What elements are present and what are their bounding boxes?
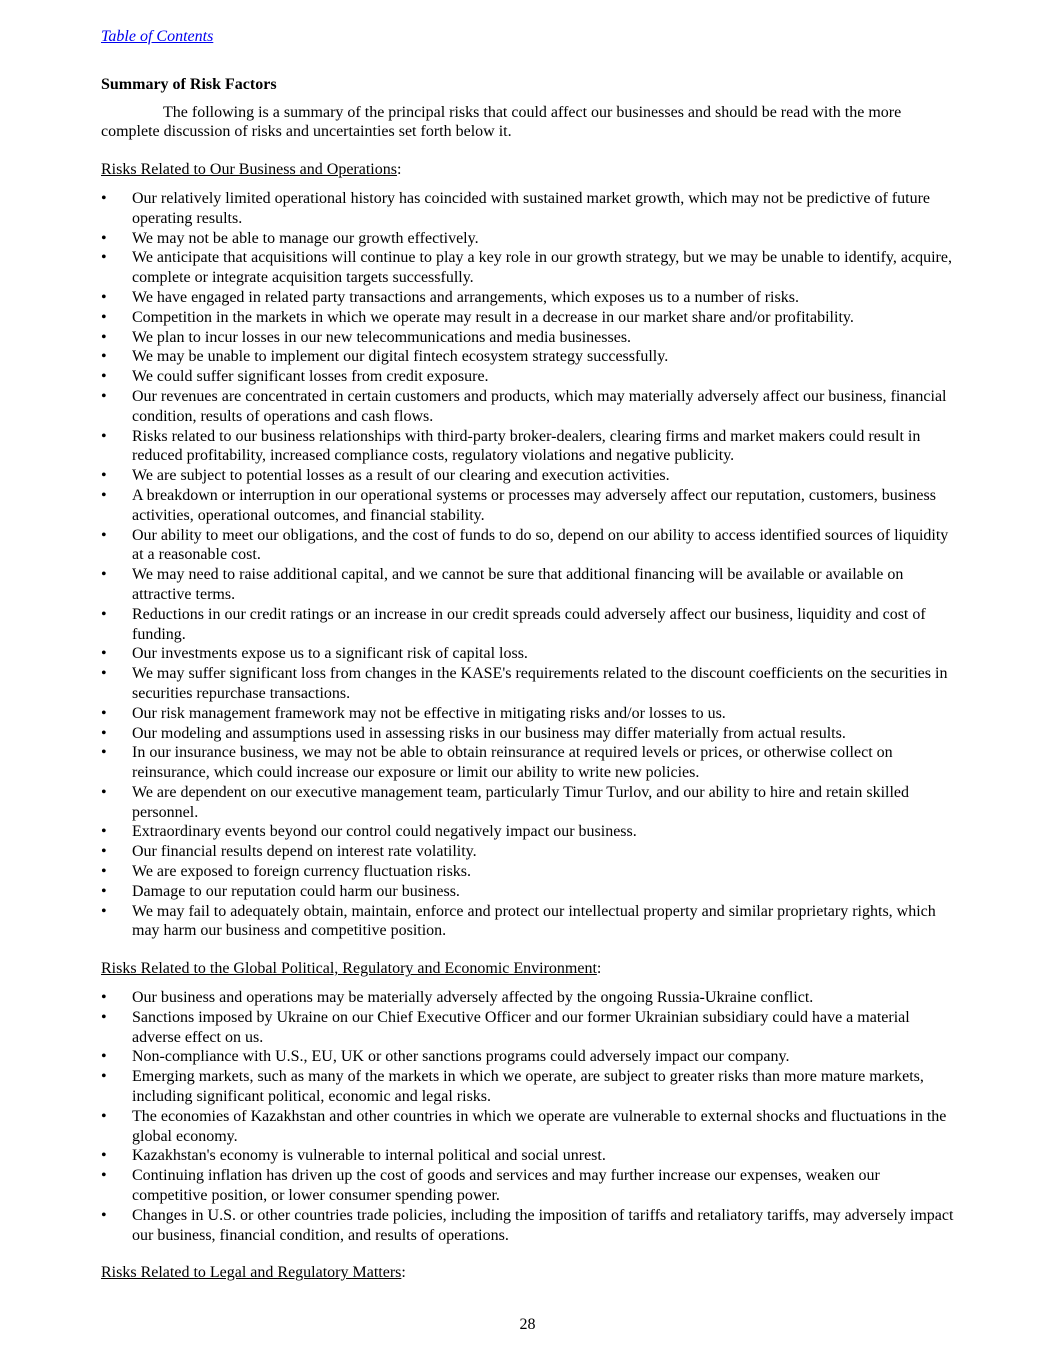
- section-heading-text: Risks Related to the Global Political, Regulatory and Economic Environment: [101, 960, 597, 978]
- risk-list-item: [101, 288, 956, 308]
- bullet-icon: •: [101, 1107, 107, 1125]
- risk-list-item: [101, 367, 956, 387]
- risk-text: We may be unable to implement our digital fintech ecosystem strategy successfully.: [132, 348, 669, 366]
- section-heading-text: Risks Related to Legal and Regulatory Matters: [101, 1264, 402, 1282]
- bullet-icon: •: [101, 989, 107, 1007]
- bullet-icon: •: [101, 1068, 107, 1086]
- bullet-icon: •: [101, 645, 107, 663]
- bullet-icon: •: [101, 1008, 107, 1026]
- risk-list-item: [101, 427, 956, 467]
- bullet-icon: •: [101, 189, 107, 207]
- section-heading: [101, 160, 956, 180]
- risk-list-item: [101, 1067, 956, 1107]
- risk-list-item: [101, 1146, 956, 1166]
- document-page: [101, 27, 956, 1283]
- risk-list-item: [101, 1166, 956, 1206]
- section-heading-colon: :: [596, 960, 602, 978]
- risk-list-item: [101, 743, 956, 783]
- bullet-icon: •: [101, 229, 107, 247]
- bullet-icon: •: [101, 288, 107, 306]
- bullet-icon: •: [101, 665, 107, 683]
- risk-list-item: [101, 347, 956, 367]
- risk-text: Non-compliance with U.S., EU, UK or other sanctions programs could adversely impact our company.: [132, 1048, 790, 1066]
- bullet-icon: •: [101, 882, 107, 900]
- section-heading: [101, 959, 956, 979]
- risk-list-item: [101, 1206, 956, 1246]
- bullet-icon: •: [101, 467, 107, 485]
- bullet-icon: •: [101, 526, 107, 544]
- intro-paragraph: The following is a summary of the principal risks that could affect our businesses and should be read with the more complete discussion of risks and uncertainties set forth below it.: [101, 103, 902, 141]
- risk-text: The economies of Kazakhstan and other countries in which we operate are vulnerable to external shocks and fluctuations in the global economy.: [132, 1107, 947, 1145]
- bullet-icon: •: [101, 902, 107, 920]
- risk-text: We are dependent on our executive management team, particularly Timur Turlov, and our ability to hire and retain skilled personnel.: [132, 783, 910, 821]
- risk-list-item: [101, 565, 956, 605]
- risk-text: Our ability to meet our obligations, and the cost of funds to do so, depend on our ability to access identified sources of liquidity at a reasonable cost.: [132, 526, 949, 564]
- table-of-contents-link[interactable]: Table of Contents: [101, 28, 214, 45]
- risk-text: Our financial results depend on interest rate volatility.: [132, 843, 477, 861]
- risk-list-item: [101, 822, 956, 842]
- bullet-icon: •: [101, 1206, 107, 1224]
- risk-text: We are subject to potential losses as a result of our clearing and execution activities.: [132, 467, 670, 485]
- risk-list-item: [101, 1008, 956, 1048]
- bullet-icon: •: [101, 724, 107, 742]
- bullet-icon: •: [101, 783, 107, 801]
- risk-text: Our modeling and assumptions used in assessing risks in our business may differ materially from actual results.: [132, 724, 846, 742]
- risk-list-item: [101, 229, 956, 249]
- risk-text: In our insurance business, we may not be able to obtain reinsurance at required levels or prices, or otherwise collect on reinsurance, which could increase our exposure or limit our ability to write new policies.: [132, 744, 893, 782]
- bullet-icon: •: [101, 427, 107, 445]
- risk-list-item: [101, 1107, 956, 1147]
- section-heading-colon: :: [401, 1264, 406, 1282]
- risk-list-item: [101, 783, 956, 823]
- risk-list-item: [101, 308, 956, 328]
- risk-text: We plan to incur losses in our new telecommunications and media businesses.: [132, 328, 632, 346]
- section-heading-colon: :: [396, 161, 402, 179]
- risk-text: We may fail to adequately obtain, maintain, enforce and protect our intellectual property and similar proprietary rights, which may harm our business and competitive position.: [132, 902, 936, 940]
- risk-text: Our revenues are concentrated in certain customers and products, which may materially adversely affect our business, financial condition, results of operations and cash flows.: [132, 387, 947, 425]
- risk-text: Competition in the markets in which we operate may result in a decrease in our market share and/or profitability.: [132, 308, 854, 326]
- bullet-icon: •: [101, 843, 107, 861]
- bullet-icon: •: [101, 249, 107, 267]
- bullet-icon: •: [101, 486, 107, 504]
- risk-text: We may not be able to manage our growth effectively.: [132, 229, 479, 247]
- bullet-icon: •: [101, 605, 107, 623]
- section-heading-text: Risks Related to Our Business and Operations: [101, 161, 397, 179]
- risk-list-item: [101, 664, 956, 704]
- bullet-icon: •: [101, 328, 107, 346]
- risk-text: Our investments expose us to a significant risk of capital loss.: [132, 645, 528, 663]
- risk-text: Kazakhstan's economy is vulnerable to internal political and social unrest.: [132, 1147, 606, 1165]
- risk-list-item: [101, 704, 956, 724]
- risk-text: We may suffer significant loss from changes in the KASE's requirements related to the discount coefficients on the securities in securities repurchase transactions.: [132, 665, 948, 702]
- risk-list-item: [101, 988, 956, 1008]
- bullet-icon: •: [101, 368, 107, 386]
- bullet-icon: •: [101, 308, 107, 326]
- risk-text: Extraordinary events beyond our control could negatively impact our business.: [132, 823, 637, 841]
- risk-text: We are exposed to foreign currency fluctuation risks.: [132, 863, 472, 881]
- risk-list-item: [101, 862, 956, 882]
- risk-text: A breakdown or interruption in our operational systems or processes may adversely affect our reputation, customers, business activities, operational outcomes, and financial stability.: [132, 486, 936, 524]
- bullet-icon: •: [101, 744, 107, 762]
- risk-list: [101, 189, 956, 941]
- risk-text: Continuing inflation has driven up the cost of goods and services and may further increase our expenses, weaken our competitive position, or lower consumer spending power.: [132, 1167, 880, 1205]
- risk-text: Our business and operations may be materially adversely affected by the ongoing Russia-Ukraine conflict.: [132, 989, 814, 1007]
- risk-list-item: [101, 248, 956, 288]
- risk-text: We could suffer significant losses from credit exposure.: [132, 368, 489, 386]
- risk-text: Our risk management framework may not be effective in mitigating risks and/or losses to us.: [132, 704, 726, 722]
- risk-list-item: [101, 526, 956, 566]
- page-number: 28: [519, 1316, 536, 1333]
- risk-text: We anticipate that acquisitions will continue to play a key role in our growth strategy, but we may be unable to identify, acquire, complete or integrate acquisition targets successfully.: [132, 249, 952, 287]
- page-title: Summary of Risk Factors: [101, 75, 277, 93]
- risk-sections: [101, 160, 956, 1283]
- risk-list-item: [101, 842, 956, 862]
- risk-list-item: [101, 882, 956, 902]
- section-heading: [101, 1263, 956, 1283]
- risk-text: Our relatively limited operational history has coincided with sustained market growth, which may not be predictive of future operating results.: [132, 189, 930, 227]
- bullet-icon: •: [101, 704, 107, 722]
- risk-text: We have engaged in related party transactions and arrangements, which exposes us to a number of risks.: [132, 288, 799, 306]
- risk-list-item: [101, 605, 956, 645]
- risk-text: We may need to raise additional capital, and we cannot be sure that additional financing will be available or available on attractive terms.: [132, 566, 904, 603]
- risk-list-item: [101, 724, 956, 744]
- risk-list-item: [101, 387, 956, 427]
- bullet-icon: •: [101, 348, 107, 366]
- risk-list: [101, 988, 956, 1245]
- bullet-icon: •: [101, 1147, 107, 1165]
- bullet-icon: •: [101, 863, 107, 881]
- risk-list-item: [101, 466, 956, 486]
- risk-text: Damage to our reputation could harm our business.: [132, 882, 460, 900]
- risk-text: Sanctions imposed by Ukraine on our Chief Executive Officer and our former Ukrainian subsidiary could have a material adverse effect on us.: [132, 1008, 910, 1046]
- bullet-icon: •: [101, 1167, 107, 1185]
- risk-text: Risks related to our business relationships with third-party broker-dealers, clearing firms and market makers could result in reduced profitability, increased compliance costs, regulatory violations and negative publicity.: [132, 427, 921, 465]
- bullet-icon: •: [101, 566, 107, 584]
- risk-text: Emerging markets, such as many of the markets in which we operate, are subject to greater risks than more mature markets, including significant political, economic and legal risks.: [132, 1068, 924, 1106]
- risk-list-item: [101, 902, 956, 942]
- bullet-icon: •: [101, 1048, 107, 1066]
- bullet-icon: •: [101, 823, 107, 841]
- risk-text: Changes in U.S. or other countries trade policies, including the imposition of tariffs and retaliatory tariffs, may adversely impact our business, financial condition, and results of operations.: [132, 1206, 954, 1244]
- risk-list-item: [101, 189, 956, 229]
- risk-list-item: [101, 644, 956, 664]
- risk-text: Reductions in our credit ratings or an increase in our credit spreads could adversely affect our business, liquidity and cost of funding.: [132, 605, 926, 643]
- risk-list-item: [101, 486, 956, 526]
- risk-list-item: [101, 328, 956, 348]
- risk-list-item: [101, 1047, 956, 1067]
- bullet-icon: •: [101, 387, 107, 405]
